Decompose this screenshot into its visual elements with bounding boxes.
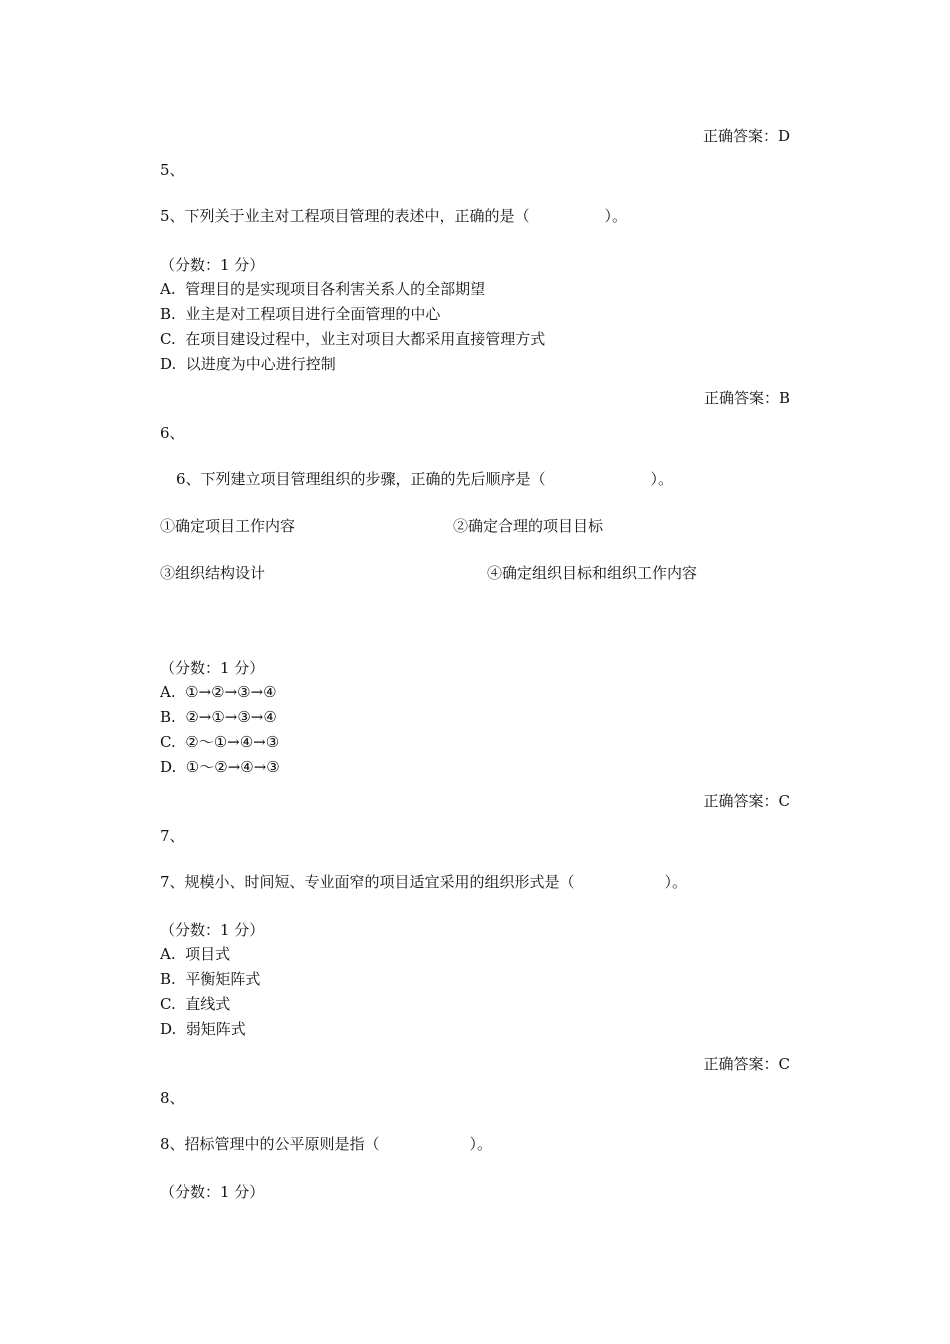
answer-q7: 正确答案：C	[703, 1055, 790, 1073]
step-4: ④确定组织目标和组织工作内容	[487, 564, 698, 582]
question-number-5: 5、	[160, 161, 185, 179]
question-stem-7: 7、规模小、时间短、专业面窄的项目适宜采用的组织形式是（ ）。	[160, 873, 688, 891]
answer-q5: 正确答案：B	[703, 389, 790, 407]
option-d-5: D. 以进度为中心进行控制	[160, 355, 336, 373]
option-a-5: A. 管理目的是实现项目各利害关系人的全部期望	[160, 280, 486, 298]
question-stem-6: 6、下列建立项目管理组织的步骤，正确的先后顺序是（ ）。	[176, 470, 674, 488]
step-1: ①确定项目工作内容	[160, 517, 296, 535]
answer-q6: 正确答案：C	[703, 792, 790, 810]
question-stem-5: 5、下列关于业主对工程项目管理的表述中，正确的是（ ）。	[160, 207, 628, 225]
step-2: ②确定合理的项目目标	[453, 517, 604, 535]
option-a-7: A. 项目式	[160, 945, 231, 963]
question-number-6: 6、	[160, 424, 185, 442]
question-stem-8: 8、招标管理中的公平原则是指（ ）。	[160, 1135, 493, 1153]
question-score-5: （分数：1 分）	[160, 256, 265, 274]
option-d-6: D. ①～②→④→③	[160, 758, 280, 776]
step-3: ③组织结构设计	[160, 564, 266, 582]
option-b-6: B. ②→①→③→④	[160, 708, 277, 726]
answer-q4: 正确答案：D	[702, 127, 790, 145]
option-c-6: C. ②～①→④→③	[160, 733, 280, 751]
option-d-7: D. 弱矩阵式	[160, 1020, 246, 1038]
option-b-5: B. 业主是对工程项目进行全面管理的中心	[160, 305, 441, 323]
question-number-8: 8、	[160, 1089, 185, 1107]
question-score-8: （分数：1 分）	[160, 1183, 265, 1201]
option-a-6: A. ①→②→③→④	[160, 683, 277, 701]
question-score-7: （分数：1 分）	[160, 921, 265, 939]
option-c-7: C. 直线式	[160, 995, 231, 1013]
question-number-7: 7、	[160, 827, 185, 845]
option-b-7: B. 平衡矩阵式	[160, 970, 261, 988]
question-score-6: （分数：1 分）	[160, 659, 265, 677]
option-c-5: C. 在项目建设过程中，业主对项目大都采用直接管理方式	[160, 330, 546, 348]
